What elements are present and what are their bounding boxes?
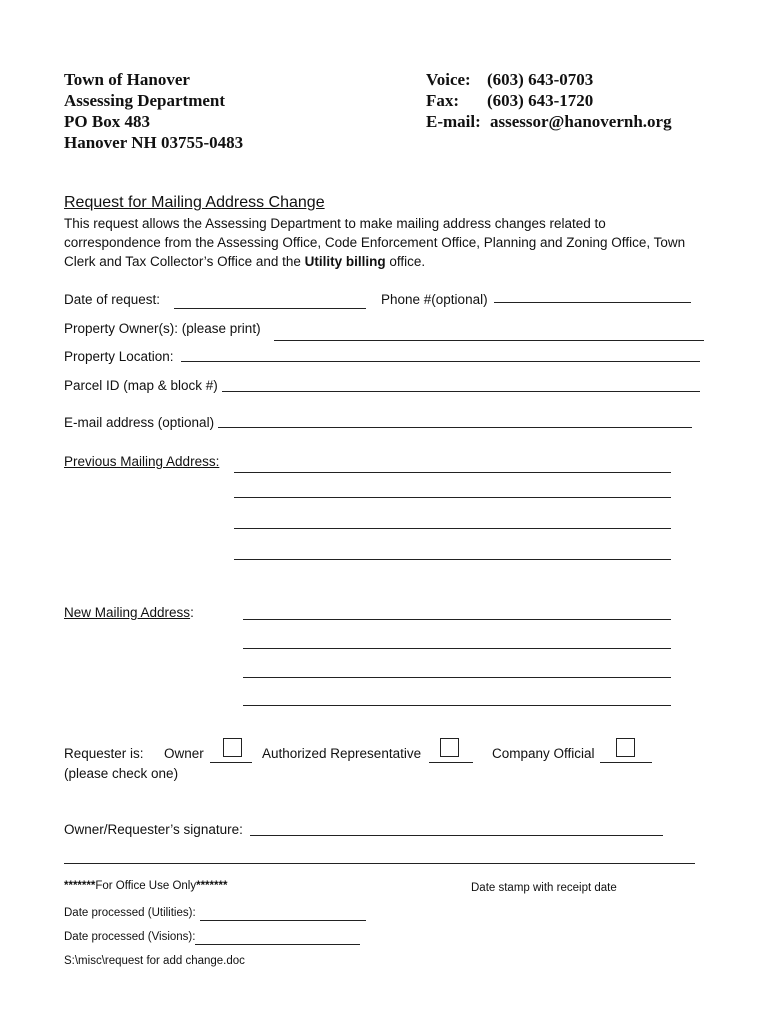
- owner-option-underline: [210, 762, 252, 763]
- intro-line-2: correspondence from the Assessing Office, Code Enforcement Office, Planning and Zoning Office, Town: [64, 235, 686, 250]
- property-owner-label: Property Owner(s): (please print): [64, 321, 261, 336]
- voice-label: Voice:: [426, 70, 471, 89]
- phone-label: Phone #(optional): [381, 292, 488, 307]
- new-mailing-address-colon: :: [190, 605, 194, 620]
- email-address-header: assessor@hanovernh.org: [490, 112, 672, 131]
- date-processed-visions-field[interactable]: [195, 944, 360, 945]
- intro-line-3: [64, 254, 425, 269]
- date-processed-utilities-label: Date processed (Utilities):: [64, 907, 196, 919]
- date-processed-visions-label: Date processed (Visions):: [64, 931, 196, 943]
- previous-address-line-4[interactable]: [234, 559, 671, 560]
- utility-billing-bold: Utility billing: [304, 254, 386, 269]
- parcel-id-field[interactable]: [222, 391, 700, 392]
- office-use-only-text: For Office Use Only: [95, 880, 197, 892]
- date-of-request-field[interactable]: [174, 308, 366, 309]
- office-use-only-heading: [64, 880, 227, 892]
- voice-number: (603) 643-0703: [487, 70, 594, 89]
- new-address-line-2[interactable]: [243, 648, 671, 649]
- fax-number: (603) 643-1720: [487, 91, 594, 110]
- parcel-id-label: Parcel ID (map & block #): [64, 378, 218, 393]
- owner-option-label: Owner: [164, 746, 204, 761]
- date-processed-utilities-field[interactable]: [200, 920, 366, 921]
- previous-address-line-2[interactable]: [234, 497, 671, 498]
- file-path-footer: S:\misc\request for add change.doc: [64, 955, 245, 967]
- property-location-field[interactable]: [181, 361, 700, 362]
- fax-label: Fax:: [426, 91, 460, 110]
- form-title: Request for Mailing Address Change: [64, 194, 325, 211]
- previous-address-line-3[interactable]: [234, 528, 671, 529]
- requester-is-label: Requester is:: [64, 746, 144, 761]
- po-box: PO Box 483: [64, 112, 150, 131]
- email-optional-field[interactable]: [218, 427, 692, 428]
- new-address-line-1[interactable]: [243, 619, 671, 620]
- authorized-representative-underline: [429, 762, 473, 763]
- company-official-option-label: Company Official: [492, 746, 595, 761]
- owner-checkbox[interactable]: [223, 738, 242, 757]
- town-name: Town of Hanover: [64, 70, 190, 89]
- intro-line-1: This request allows the Assessing Department to make mailing address changes related to: [64, 216, 606, 231]
- please-check-one-label: (please check one): [64, 766, 179, 781]
- office-use-stars-right: *******: [196, 880, 228, 892]
- previous-address-line-1[interactable]: [234, 472, 671, 473]
- date-of-request-label: Date of request:: [64, 292, 161, 307]
- new-address-line-4[interactable]: [243, 705, 671, 706]
- intro-line-3-end: office.: [385, 254, 426, 269]
- property-owner-field[interactable]: [274, 340, 704, 341]
- date-stamp-label: Date stamp with receipt date: [471, 882, 617, 894]
- email-optional-label: E-mail address (optional): [64, 415, 215, 430]
- department-name: Assessing Department: [64, 91, 226, 110]
- phone-field[interactable]: [494, 302, 691, 303]
- signature-label: Owner/Requester’s signature:: [64, 822, 243, 837]
- authorized-representative-option-label: Authorized Representative: [262, 746, 422, 761]
- section-divider: [64, 863, 695, 864]
- intro-line-3-start: Clerk and Tax Collector’s Office and the: [64, 254, 305, 269]
- new-mailing-address-label: [64, 605, 194, 620]
- property-location-label: Property Location:: [64, 349, 174, 364]
- new-address-line-3[interactable]: [243, 677, 671, 678]
- new-mailing-address-text: New Mailing Address: [64, 605, 191, 620]
- signature-field[interactable]: [250, 835, 663, 836]
- previous-mailing-address-label: Previous Mailing Address:: [64, 454, 220, 469]
- city-state-zip: Hanover NH 03755-0483: [64, 133, 244, 152]
- office-use-stars-left: *******: [64, 880, 96, 892]
- email-label-header: E-mail:: [426, 112, 481, 131]
- company-official-checkbox[interactable]: [616, 738, 635, 757]
- company-official-underline: [600, 762, 652, 763]
- authorized-representative-checkbox[interactable]: [440, 738, 459, 757]
